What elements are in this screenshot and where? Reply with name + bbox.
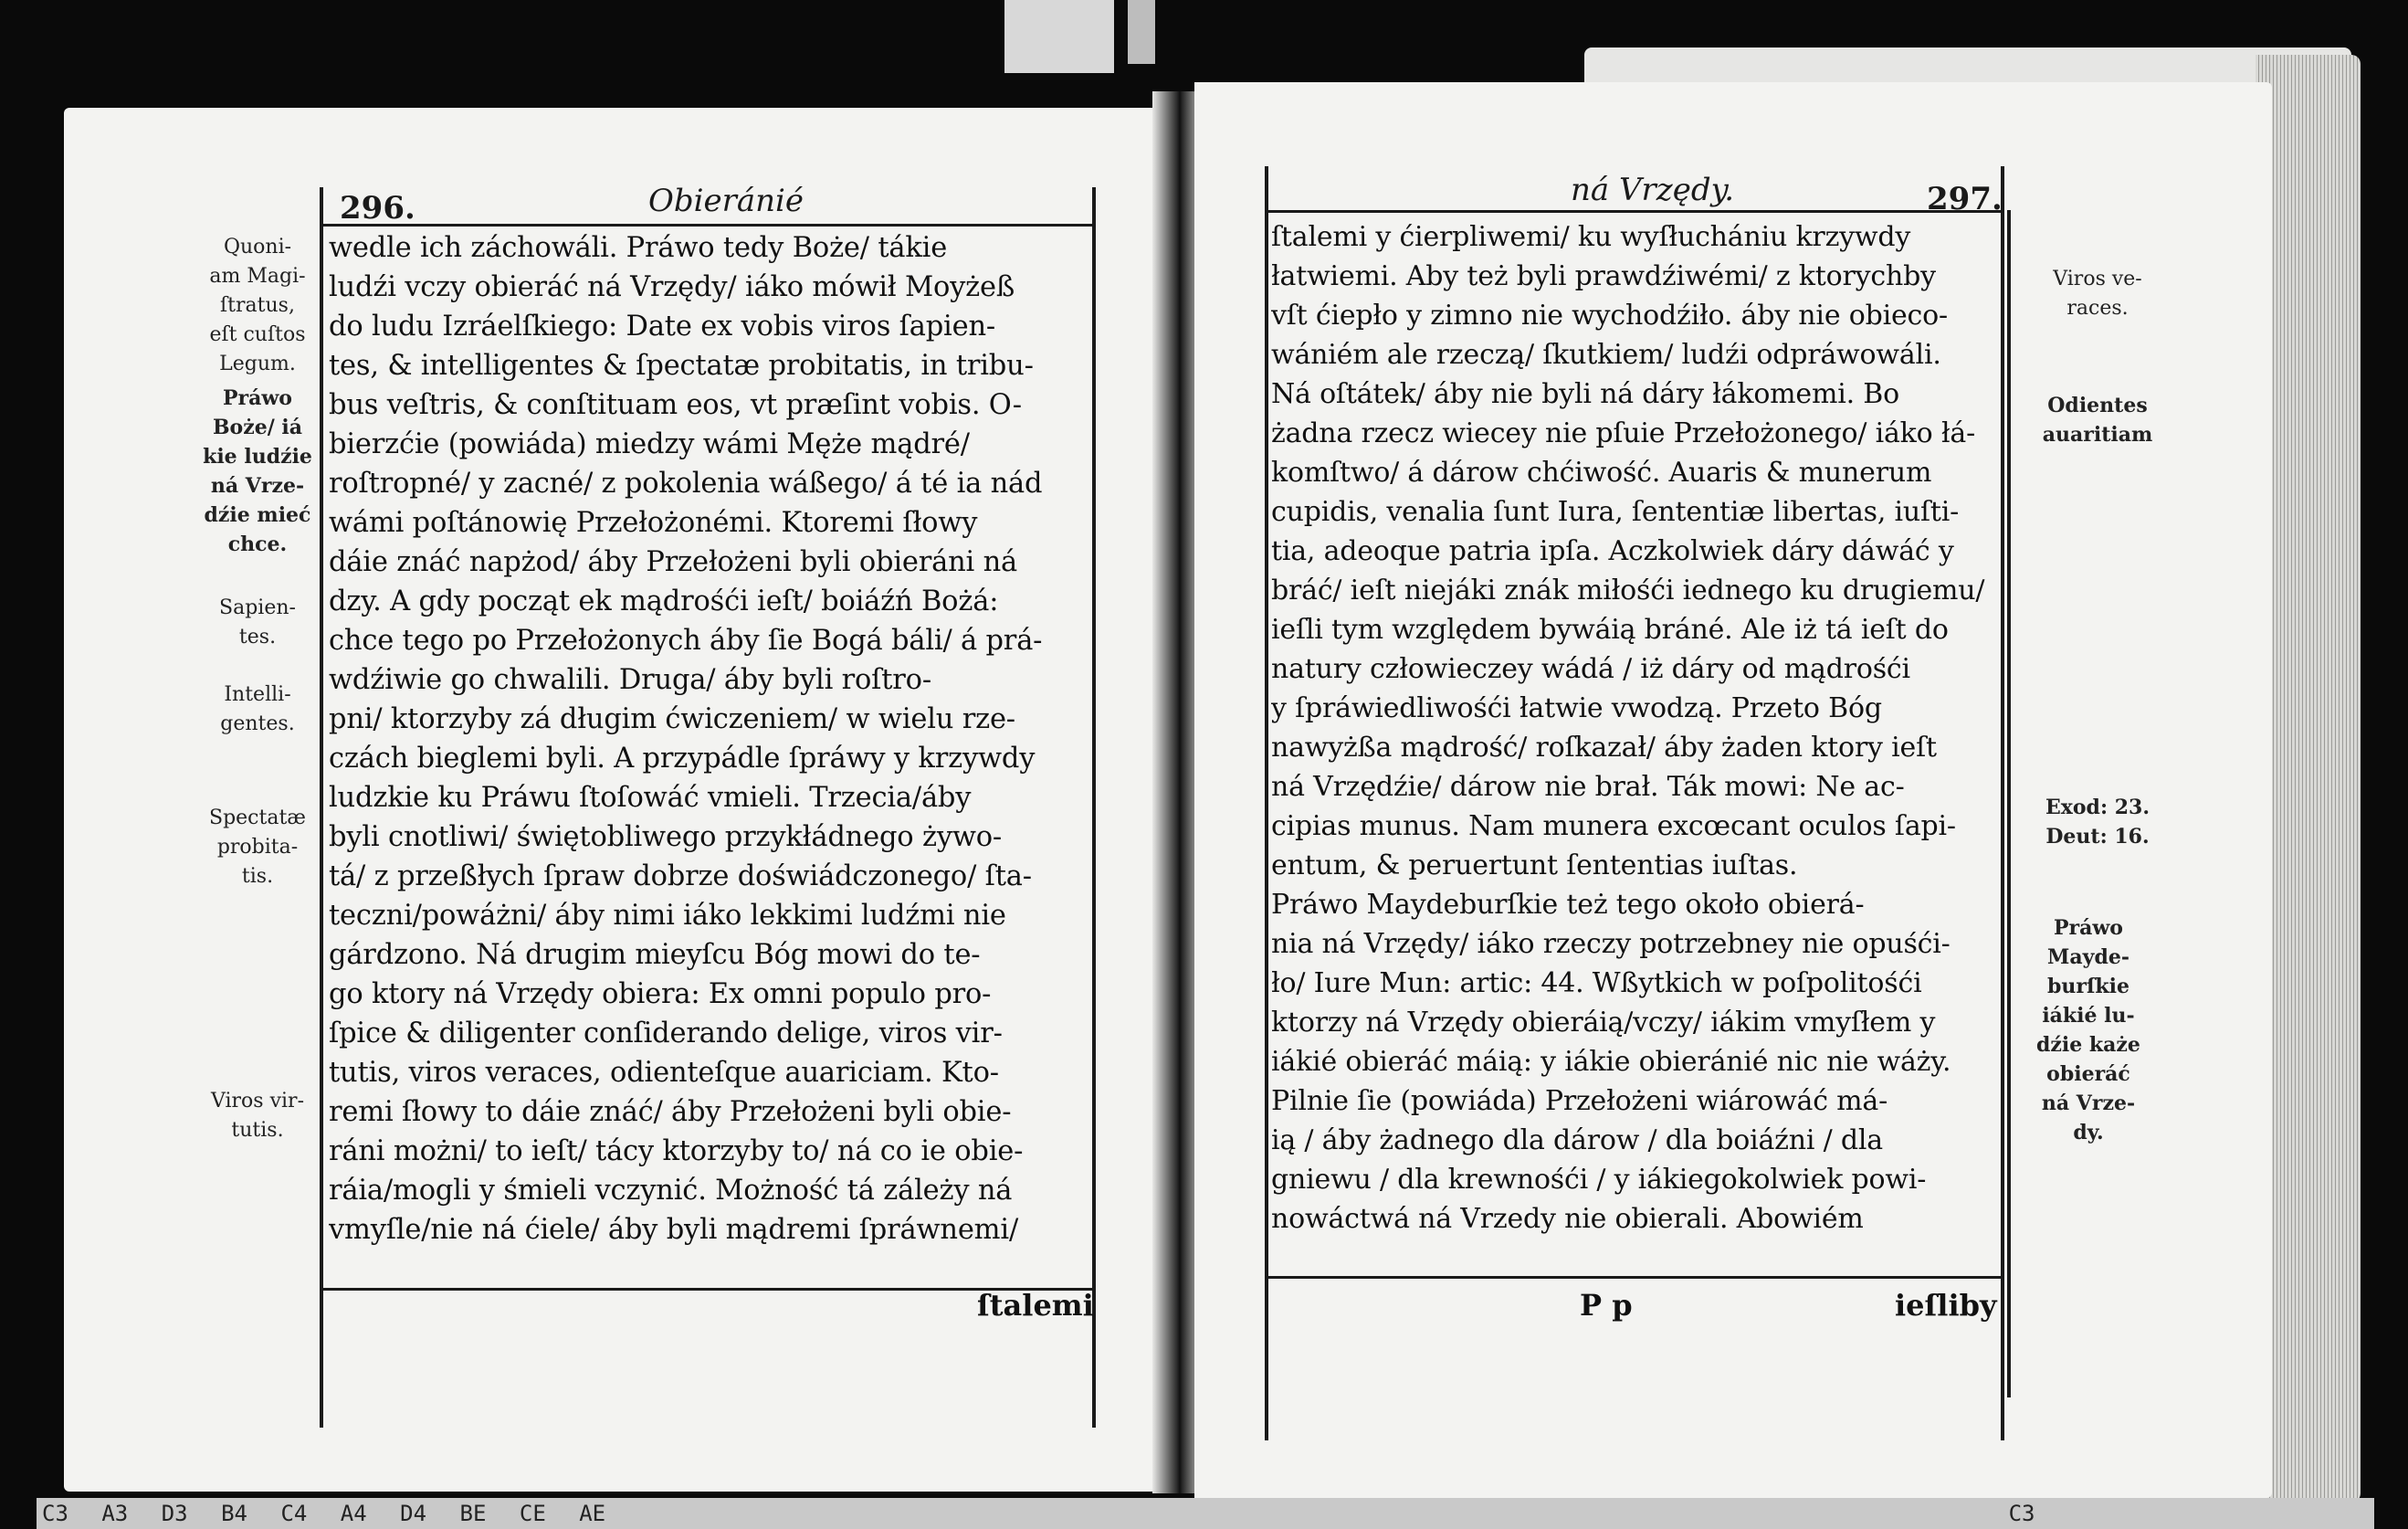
text-line: wedle ich záchowáli. Práwo tedy Boże/ tákie bbox=[329, 232, 948, 264]
strip-label: C3 bbox=[42, 1501, 68, 1526]
text-line: ſpice & diligenter conſiderando delige, viros vir- bbox=[329, 1018, 1003, 1049]
text-line: tes, & intelligentes & ſpectatæ probitatis, in tribu- bbox=[329, 350, 1034, 382]
text-line: dáie znáć napżod/ áby Przełożeni byli obieráni ná bbox=[329, 546, 1018, 578]
right-margin-note-3 bbox=[2029, 793, 2166, 851]
right-page-number: 297. bbox=[1927, 181, 2003, 217]
text-line: ſtalemi y ćierpliwemi/ ku wyſłuchániu krzywdy bbox=[1271, 221, 1911, 253]
strip-label: AE bbox=[579, 1501, 606, 1526]
text-line: Práwo Maydeburſkie też tego około obierá- bbox=[1271, 889, 1865, 921]
text-line: iákié obieráć máią: y iákie obieránié nic nie wáży. bbox=[1271, 1046, 1951, 1078]
note-line: ná Vrze- bbox=[2041, 1091, 2136, 1115]
text-line: nawyżßa mądrość/ roſkazał/ áby żaden ktory ieſt bbox=[1271, 732, 1937, 764]
right-foot-rule bbox=[1268, 1276, 2001, 1279]
note-line: Legum. bbox=[219, 353, 296, 375]
text-line: bus veſtris, & conſtituam eos, vt præſint vobis. O- bbox=[329, 389, 1022, 421]
text-line: ludźi vczy obieráć ná Vrzędy/ iáko mówił Moyżeß bbox=[329, 271, 1015, 303]
note-line: Quoni- bbox=[223, 236, 292, 258]
right-margin-rule bbox=[2007, 210, 2011, 1397]
text-line: Ná oſtátek/ áby nie byli ná dáry łákomemi. Bo bbox=[1271, 378, 1900, 410]
text-line: ráni możni/ to ieſt/ tácy ktorzyby to/ ná co ie obie- bbox=[329, 1135, 1024, 1167]
text-line: wámi poſtánowię Przełożonémi. Ktoremi ſłowy bbox=[329, 507, 978, 539]
note-line: Viros vir- bbox=[211, 1090, 304, 1112]
text-line: entum, & peruertunt ſententias iuſtas. bbox=[1271, 849, 1798, 881]
note-line: tutis. bbox=[231, 1119, 284, 1142]
text-line: chce tego po Przełożonych áby ſie Bogá báli/ á prá- bbox=[329, 625, 1043, 657]
top-glare bbox=[1004, 0, 1114, 73]
note-line: gentes. bbox=[220, 712, 295, 735]
text-line: Pilnie ſie (powiáda) Przełożeni wiárowáć má- bbox=[1271, 1085, 1888, 1117]
strip-label: B4 bbox=[221, 1501, 247, 1526]
text-line: wániém ale rzeczą/ ſkutkiem/ ludźi odpráwowáli. bbox=[1271, 339, 1941, 371]
signature-mark: P p bbox=[1580, 1288, 1633, 1323]
left-margin-note-6 bbox=[203, 1087, 312, 1145]
text-line: łatwiemi. Aby też byli prawdźiwémi/ z ktorychby bbox=[1271, 260, 1936, 292]
left-margin-note-4 bbox=[203, 680, 312, 739]
text-line: czách bieglemi byli. A przypádle ſpráwy y krzywdy bbox=[329, 743, 1036, 775]
note-line: races. bbox=[2066, 297, 2129, 320]
text-line: go ktory ná Vrzędy obiera: Ex omni populo pro- bbox=[329, 978, 992, 1010]
note-line: ná Vrze- bbox=[210, 474, 305, 498]
note-line: dźie każe bbox=[2036, 1033, 2140, 1057]
note-line: Mayde- bbox=[2047, 945, 2129, 969]
right-margin-note-2 bbox=[2029, 391, 2166, 449]
right-margin-note-1 bbox=[2029, 265, 2166, 323]
text-line: ráia/mogli y śmieli vczynić. Możność tá záleży ná bbox=[329, 1175, 1013, 1207]
note-line: Exod: 23. bbox=[2045, 796, 2150, 819]
text-line: remi ſłowy to dáie znáć/ áby Przełożeni byli obie- bbox=[329, 1096, 1012, 1128]
strip-label: BE bbox=[459, 1501, 487, 1526]
text-line: roſtropné/ y zacné/ z pokolenia wáßego/ á té ia nád bbox=[329, 468, 1043, 500]
right-running-head: ná Vrzędy. bbox=[1571, 172, 1735, 208]
strip-label: D4 bbox=[400, 1501, 427, 1526]
note-line: Práwo bbox=[222, 386, 292, 410]
left-body-text bbox=[329, 228, 1091, 1250]
text-line: cipias munus. Nam munera excœcant oculos ſapi- bbox=[1271, 810, 1956, 842]
strip-label: A3 bbox=[101, 1501, 129, 1526]
left-page-number: 296. bbox=[340, 190, 415, 227]
text-line: ná Vrzędźie/ dárow nie brał. Ták mowi: Ne ac- bbox=[1271, 771, 1905, 803]
text-line: nowáctwá ná Vrzedy nie obierali. Abowiém bbox=[1271, 1203, 1864, 1235]
note-line: Boże/ iá bbox=[212, 416, 303, 439]
text-line: tutis, viros veraces, odienteſque auariciam. Kto- bbox=[329, 1057, 999, 1089]
strip-label: D3 bbox=[161, 1501, 188, 1526]
text-line: żadna rzecz wiecey nie pſuie Przełożonego/ iáko łá- bbox=[1271, 417, 1976, 449]
text-line: byli cnotliwi/ świętobliwego przykłádnego żywo- bbox=[329, 821, 1003, 853]
left-margin-note-3 bbox=[203, 594, 312, 652]
right-head-rule bbox=[1268, 210, 2001, 213]
text-line: y ſpráwiedliwośći łatwie vwodzą. Przeto Bóg bbox=[1271, 692, 1882, 724]
note-line: auaritiam bbox=[2042, 423, 2153, 447]
left-margin-note-2 bbox=[203, 384, 312, 559]
note-line: Sapien- bbox=[219, 596, 296, 619]
note-line: burſkie bbox=[2046, 975, 2130, 998]
left-running-head: Obieránié bbox=[648, 183, 804, 219]
text-line: ią / áby żadnego dla dárow / dla boiáźni / dla bbox=[1271, 1124, 1883, 1156]
text-line: ktorzy ná Vrzędy obieráią/vczy/ iákim vmyſłem y bbox=[1271, 1007, 1936, 1039]
text-line: gárdzono. Ná drugim mieyſcu Bóg mowi do te- bbox=[329, 939, 981, 971]
note-line: obieráć bbox=[2046, 1062, 2130, 1086]
text-line: komſtwo/ á dárow chćiwość. Auaris & munerum bbox=[1271, 457, 1932, 489]
text-line: bráć/ ieſt niejáki znák miłośći iednego ku drugiemu/ bbox=[1271, 575, 1985, 606]
text-line: tia, adeoque patria ipſa. Aczkolwiek dáry dáwáć y bbox=[1271, 535, 1954, 567]
text-line: wdźiwie go chwalili. Druga/ áby byli roſtro- bbox=[329, 664, 931, 696]
strip-label: CE bbox=[519, 1501, 546, 1526]
text-line: ieſli tym względem bywáią bráné. Ale iż tá ieſt do bbox=[1271, 614, 1949, 646]
left-margin-note-1 bbox=[203, 233, 312, 379]
right-margin-note-4 bbox=[2020, 913, 2157, 1147]
text-line: ludzkie ku Práwu ſtoſowáć vmieli. Trzecia/áby bbox=[329, 782, 972, 814]
text-line: cupidis, venalia ſunt Iura, ſententiæ libertas, iuſti- bbox=[1271, 496, 1960, 528]
left-head-rule bbox=[323, 224, 1092, 227]
note-line: tis. bbox=[241, 865, 274, 888]
text-line: vmyſle/nie ná ćiele/ áby byli mądremi ſpráwnemi/ bbox=[329, 1214, 1019, 1246]
text-line: bierzćie (powiáda) miedzy wámi Męże mądré/ bbox=[329, 428, 970, 460]
note-line: Deut: 16. bbox=[2045, 825, 2150, 849]
note-line: Odientes bbox=[2047, 394, 2148, 417]
note-line: iákié lu- bbox=[2042, 1004, 2135, 1028]
bottom-color-strip bbox=[37, 1498, 2374, 1529]
note-line: dy. bbox=[2073, 1121, 2104, 1144]
note-line: chce. bbox=[227, 533, 288, 556]
text-line: nia ná Vrzędy/ iáko rzeczy potrzebney nie opuśći- bbox=[1271, 928, 1951, 960]
note-line: Intelli- bbox=[224, 683, 291, 706]
strip-label: C4 bbox=[280, 1501, 308, 1526]
text-line: pni/ ktorzyby zá długim ćwiczeniem/ w wielu rze- bbox=[329, 703, 1015, 735]
text-line: ło/ Iure Mun: artic: 44. Wßytkich w poſpolitośći bbox=[1271, 967, 1922, 999]
strip-label: A4 bbox=[340, 1501, 367, 1526]
right-page-top-edge bbox=[1584, 47, 2351, 84]
text-line: gniewu / dla krewnośći / y iákiegokolwiek powi- bbox=[1271, 1164, 1927, 1196]
text-line: teczni/powáżni/ áby nimi iáko lekkimi ludźmi nie bbox=[329, 900, 1006, 932]
note-line: ſtratus, bbox=[220, 294, 295, 317]
left-margin-note-5 bbox=[203, 804, 312, 891]
text-line: vſt ćiepło y zimno nie wychodźiło. áby nie obieco- bbox=[1271, 300, 1948, 332]
note-line: tes. bbox=[238, 626, 277, 649]
left-catchword: ſtalemi bbox=[977, 1288, 1094, 1323]
note-line: kie ludźie bbox=[203, 445, 312, 469]
note-line: Viros ve- bbox=[2053, 268, 2142, 290]
text-line: do ludu Izráelſkiego: Date ex vobis viros ſapien- bbox=[329, 311, 995, 343]
text-line: tá/ z przeßłych ſpraw dobrze doświádczonego/ ſta- bbox=[329, 860, 1032, 892]
right-body-text bbox=[1271, 217, 2002, 1239]
note-line: probita- bbox=[216, 836, 299, 859]
text-line: dzy. A gdy począt ek mądrośći ieſt/ boiáźń Bożá: bbox=[329, 585, 999, 617]
note-line: dźie mieć bbox=[204, 503, 311, 527]
text-line: natury człowieczey wádá / iż dáry od mądrośći bbox=[1271, 653, 1910, 685]
right-catchword: ieſliby bbox=[1895, 1288, 1997, 1323]
strip-label: C3 bbox=[2008, 1501, 2035, 1526]
note-line: Spectatæ bbox=[209, 807, 306, 829]
note-line: am Magi- bbox=[209, 265, 306, 288]
note-line: Práwo bbox=[2053, 916, 2123, 940]
note-line: eſt cuſtos bbox=[209, 323, 306, 346]
top-glare-secondary bbox=[1128, 0, 1155, 64]
